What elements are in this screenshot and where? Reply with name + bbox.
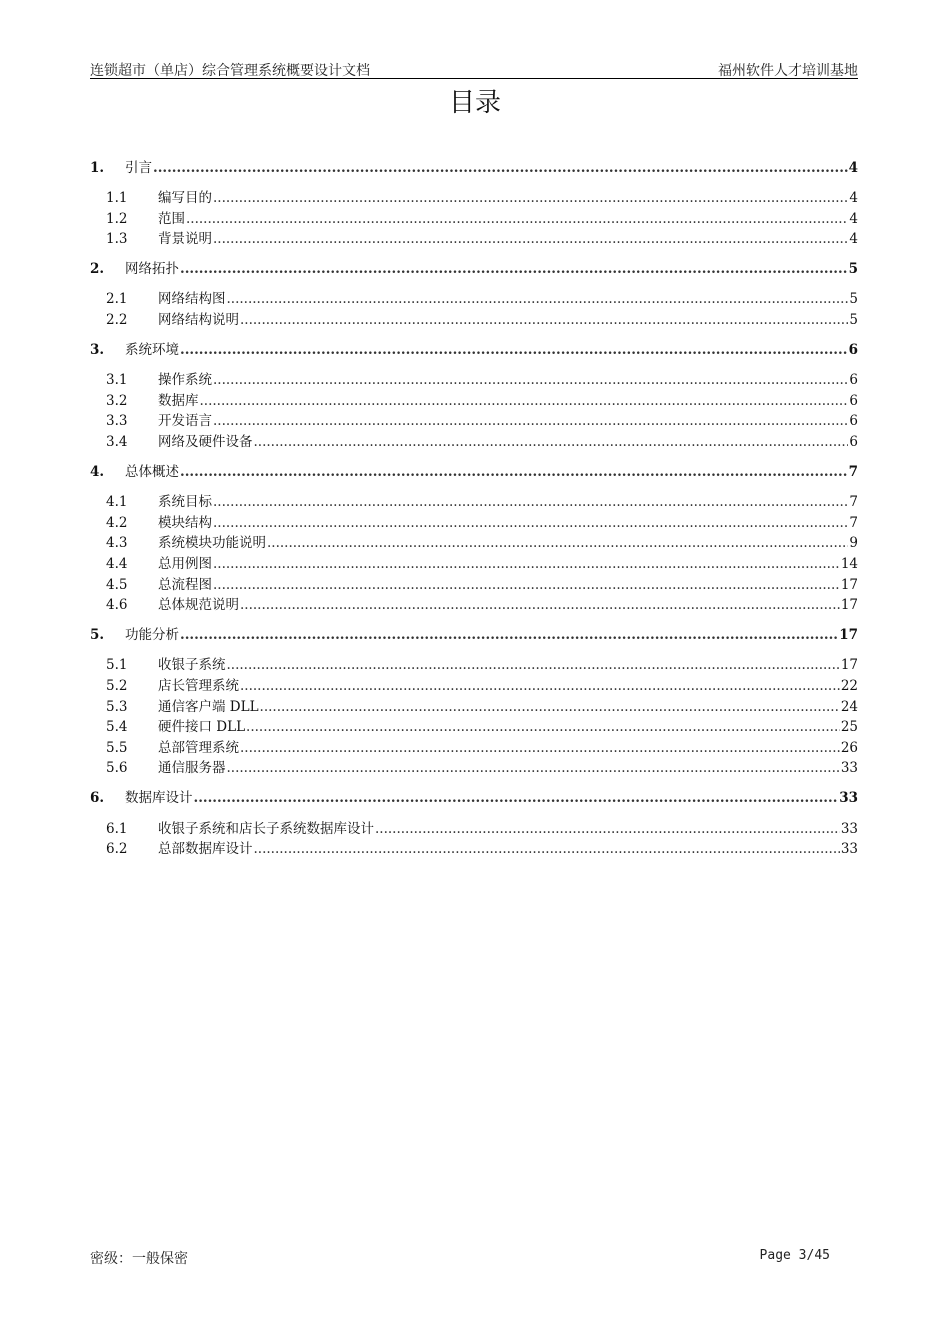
toc-entry-page: 7: [849, 514, 858, 531]
toc-entry-page: 7: [848, 464, 858, 481]
toc-entry-number: 1.: [90, 160, 105, 176]
toc-entry-text: 总流程图: [158, 576, 212, 593]
toc-dot-leader: [213, 492, 848, 513]
toc-dot-leader: [213, 554, 840, 575]
table-of-contents: [90, 158, 858, 860]
toc-dot-leader: [180, 625, 838, 646]
toc-entry-number: 5.: [90, 627, 105, 644]
toc-entry-text: 通信客户端 DLL: [158, 698, 259, 715]
toc-entry-number: 2.1: [106, 291, 128, 308]
toc-dot-leader: [227, 655, 840, 676]
toc-subsection-entry[interactable]: [90, 655, 858, 676]
toc-entry-number: 6.2: [106, 841, 128, 858]
toc-entry-page: 4: [849, 190, 858, 207]
toc-entry-page: 4: [849, 231, 858, 248]
toc-dot-leader: [213, 188, 848, 209]
toc-entry-number: 4.3: [106, 535, 128, 552]
toc-entry-text: 功能分析: [125, 627, 179, 644]
toc-entry-text: 数据库: [158, 392, 199, 409]
toc-title: 目录: [448, 88, 501, 118]
toc-entry-text: 店长管理系统: [158, 677, 239, 694]
toc-entry-number: 5.1: [106, 657, 128, 674]
toc-entry-number: 6.: [90, 790, 105, 807]
toc-entry-number: 1.3: [106, 231, 128, 248]
toc-entry-text: 网络结构说明: [158, 312, 239, 329]
toc-entry-page: 5: [849, 291, 858, 308]
toc-dot-leader: [180, 340, 848, 361]
toc-entry-page: 6: [849, 372, 858, 389]
toc-dot-leader: [267, 533, 848, 554]
toc-entry-text: 总体概述: [125, 464, 179, 481]
toc-dot-leader: [153, 158, 848, 179]
toc-entry-number: 2.: [90, 261, 105, 278]
toc-entry-text: 背景说明: [158, 231, 212, 248]
toc-dot-leader: [213, 370, 848, 391]
toc-dot-leader: [240, 595, 840, 616]
header-organization: 福州软件人才培训基地: [718, 63, 858, 79]
toc-dot-leader: [254, 432, 849, 453]
toc-entry-number: 1.1: [106, 190, 128, 207]
toc-entry-text: 硬件接口 DLL: [158, 719, 246, 736]
toc-entry-page: 25: [840, 719, 858, 736]
toc-dot-leader: [180, 259, 848, 280]
footer-security-level: 密级：一般保密: [90, 1251, 188, 1267]
toc-entry-text: 收银子系统和店长子系统数据库设计: [158, 820, 374, 837]
toc-entry-page: 17: [840, 657, 858, 674]
toc-entry-number: 4.1: [106, 494, 128, 511]
toc-subsection-entry[interactable]: [90, 492, 858, 513]
toc-subsection-entry[interactable]: [90, 575, 858, 596]
toc-dot-leader: [200, 391, 849, 412]
toc-subsection-entry[interactable]: [90, 758, 858, 779]
toc-subsection-entry[interactable]: [90, 370, 858, 391]
toc-entry-text: 范围: [158, 210, 185, 227]
toc-entry-page: 5: [849, 312, 858, 329]
toc-section-entry[interactable]: [90, 462, 858, 483]
toc-entry-text: 系统模块功能说明: [158, 535, 266, 552]
toc-subsection-entry[interactable]: [90, 819, 858, 840]
toc-dot-leader: [240, 310, 848, 331]
toc-entry-text: 系统环境: [125, 342, 179, 359]
toc-dot-leader: [246, 717, 840, 738]
toc-dot-leader: [213, 575, 840, 596]
toc-entry-text: 总体规范说明: [158, 597, 239, 614]
toc-entry-page: 33: [839, 790, 858, 807]
toc-entry-page: 33: [840, 760, 858, 777]
toc-entry-number: 4.5: [106, 576, 128, 593]
toc-section-entry[interactable]: [90, 625, 858, 646]
toc-subsection-entry[interactable]: [90, 209, 858, 230]
toc-dot-leader: [213, 229, 848, 250]
toc-entry-page: 24: [840, 698, 858, 715]
toc-entry-text: 数据库设计: [125, 790, 193, 807]
toc-entry-number: 3.: [90, 342, 105, 359]
toc-entry-page: 17: [840, 597, 858, 614]
toc-entry-page: 6: [849, 392, 858, 409]
toc-subsection-entry[interactable]: [90, 533, 858, 554]
toc-entry-number: 3.2: [106, 392, 128, 409]
toc-subsection-entry[interactable]: [90, 513, 858, 534]
toc-entry-number: 2.2: [106, 312, 128, 329]
toc-dot-leader: [254, 839, 840, 860]
toc-entry-number: 3.4: [106, 434, 128, 451]
toc-entry-page: 14: [840, 556, 858, 572]
toc-entry-page: 6: [848, 342, 858, 359]
toc-entry-text: 通信服务器: [158, 760, 226, 777]
toc-entry-number: 3.1: [106, 372, 128, 389]
toc-subsection-entry[interactable]: [90, 310, 858, 331]
toc-entry-page: 5: [848, 261, 858, 278]
toc-entry-page: 7: [849, 494, 858, 511]
header-document-title: 连锁超市（单店）综合管理系统概要设计文档: [90, 63, 370, 79]
toc-entry-number: 4.4: [106, 556, 128, 572]
toc-section-entry[interactable]: [90, 259, 858, 280]
toc-entry-text: 网络及硬件设备: [158, 434, 253, 451]
toc-dot-leader: [240, 738, 840, 759]
toc-subsection-entry[interactable]: [90, 697, 858, 718]
toc-subsection-entry[interactable]: [90, 738, 858, 759]
toc-dot-leader: [227, 758, 840, 779]
toc-entry-number: 6.1: [106, 820, 128, 837]
toc-subsection-entry[interactable]: [90, 289, 858, 310]
page-footer: [90, 1248, 830, 1268]
toc-dot-leader: [240, 676, 840, 697]
toc-entry-number: 5.3: [106, 698, 128, 715]
footer-page-number: Page 3/45: [759, 1248, 830, 1263]
toc-entry-text: 网络拓扑: [125, 261, 179, 278]
toc-dot-leader: [194, 788, 839, 809]
toc-section-entry[interactable]: [90, 340, 858, 361]
toc-entry-page: 9: [849, 535, 858, 552]
toc-section-entry[interactable]: [90, 158, 858, 179]
toc-subsection-entry[interactable]: [90, 595, 858, 616]
toc-entry-text: 开发语言: [158, 413, 212, 430]
toc-dot-leader: [213, 513, 848, 534]
page-header: [90, 60, 858, 79]
toc-entry-text: 操作系统: [158, 372, 212, 389]
toc-entry-page: 4: [848, 160, 858, 176]
toc-entry-text: 网络结构图: [158, 291, 226, 308]
toc-entry-page: 6: [849, 413, 858, 430]
toc-entry-page: 6: [849, 434, 858, 451]
toc-entry-number: 4.2: [106, 514, 128, 531]
toc-subsection-entry[interactable]: [90, 432, 858, 453]
toc-entry-page: 17: [839, 627, 858, 644]
toc-entry-page: 4: [849, 210, 858, 227]
toc-subsection-entry[interactable]: [90, 391, 858, 412]
toc-subsection-entry[interactable]: [90, 229, 858, 250]
toc-dot-leader: [260, 697, 840, 718]
toc-entry-page: 26: [840, 739, 858, 756]
toc-entry-number: 1.2: [106, 210, 128, 227]
toc-entry-page: 33: [840, 841, 858, 858]
toc-dot-leader: [227, 289, 849, 310]
toc-subsection-entry[interactable]: [90, 839, 858, 860]
toc-entry-number: 4.6: [106, 597, 128, 614]
toc-entry-page: 33: [840, 820, 858, 837]
toc-entry-number: 5.2: [106, 677, 128, 694]
toc-subsection-entry[interactable]: [90, 188, 858, 209]
toc-entry-text: 总部管理系统: [158, 739, 239, 756]
toc-subsection-entry[interactable]: [90, 717, 858, 738]
toc-subsection-entry[interactable]: [90, 676, 858, 697]
toc-dot-leader: [213, 411, 848, 432]
toc-entry-text: 引言: [125, 160, 152, 176]
toc-entry-number: 3.3: [106, 413, 128, 430]
toc-entry-text: 总用例图: [158, 556, 212, 572]
toc-entry-text: 总部数据库设计: [158, 841, 253, 858]
toc-subsection-entry[interactable]: [90, 554, 858, 575]
toc-entry-number: 5.4: [106, 719, 128, 736]
toc-entry-number: 5.6: [106, 760, 128, 777]
toc-entry-text: 模块结构: [158, 514, 212, 531]
toc-entry-number: 4.: [90, 464, 105, 481]
toc-entry-number: 5.5: [106, 739, 128, 756]
toc-entry-page: 17: [840, 576, 858, 593]
toc-dot-leader: [186, 209, 848, 230]
toc-dot-leader: [375, 819, 840, 840]
toc-entry-text: 系统目标: [158, 494, 212, 511]
toc-subsection-entry[interactable]: [90, 411, 858, 432]
toc-entry-page: 22: [840, 677, 858, 694]
toc-entry-text: 编写目的: [158, 190, 212, 207]
toc-entry-text: 收银子系统: [158, 657, 226, 674]
toc-section-entry[interactable]: [90, 788, 858, 809]
toc-dot-leader: [180, 462, 848, 483]
